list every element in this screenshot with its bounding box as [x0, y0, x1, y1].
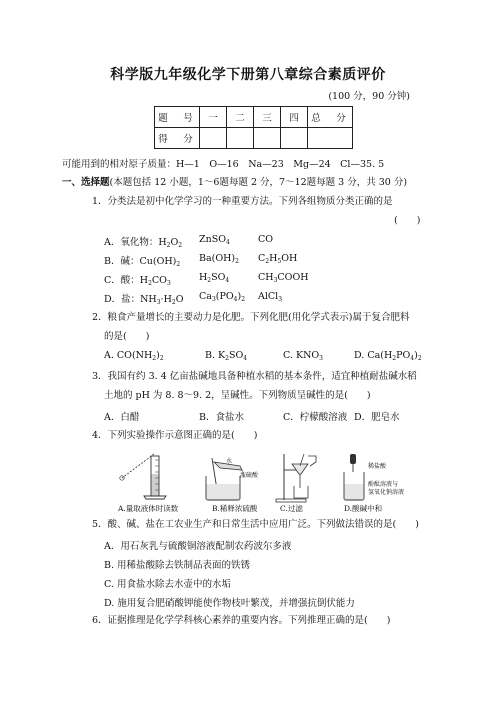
figure-a-caption: A.量取液体时读数 — [118, 504, 179, 513]
q1-answer-paren[interactable]: ( ) — [394, 215, 421, 226]
q3-option-d[interactable]: D．肥皂水 — [354, 412, 400, 423]
subscript: 3 — [156, 299, 161, 306]
subscript: 2 — [225, 355, 229, 362]
q3-stem-line2: 土地的 pH 为 8. 8～9. 2，呈碱性。下列物质呈碱性的是( ) — [104, 390, 371, 401]
score-note: (100 分，90 分钟) — [328, 91, 410, 102]
subscript: 5 — [277, 258, 282, 265]
atomic-masses: 可能用到的相对原子质量：H—1 O—16 Na—23 Mg—24 Cl—35. 5 — [62, 159, 385, 170]
q1-option-a[interactable] — [104, 234, 182, 248]
option-text: OH — [281, 253, 298, 264]
score-blank[interactable] — [227, 128, 254, 149]
option-text: PO — [396, 350, 411, 361]
subscript: 4 — [243, 355, 248, 362]
q6-stem: 6．证据推理是化学学科核心素养的重要内容。下列推理正确的是( ) — [92, 615, 391, 626]
option-text: H — [199, 272, 208, 283]
label-dilute-hcl: 稀盐酸 — [368, 463, 387, 470]
option-text: ZnSO — [199, 234, 227, 245]
q3-stem-line1: 3．我国有约 3. 4 亿亩盐碱地具备种植水稻的基本条件，适宜种植耐盐碱水稻 — [92, 371, 417, 382]
section-desc: (本题包括 12 小题，1～6题每题 2 分，7～12题每题 3 分，共 30 分) — [109, 177, 408, 188]
option-text: B．碱：Cu(OH) — [104, 256, 177, 267]
q1-option-d[interactable] — [104, 291, 183, 305]
option-text: A. CO(NH — [104, 350, 153, 361]
q2-option-b[interactable] — [205, 350, 247, 361]
q2-stem-line2: 的是( ) — [104, 331, 150, 342]
figure-d-neutralization — [336, 452, 376, 504]
option-text: C. KNO — [283, 350, 320, 361]
subscript: 4 — [233, 296, 238, 303]
q2-option-d[interactable] — [354, 350, 422, 361]
q1-option-c[interactable] — [104, 272, 171, 286]
option-text: D. Ca(H — [354, 350, 393, 361]
section-heading — [62, 176, 407, 189]
option-text: SO — [228, 350, 244, 361]
option-text: C．酸：H — [104, 275, 149, 286]
option-text: (PO — [215, 291, 234, 302]
option-text: ·H — [160, 294, 172, 305]
q2-stem-line1: 2．粮食产量增长的主要动力是化肥。下列化肥(用化学式表示)属于复合肥料 — [92, 312, 410, 323]
subscript: 2 — [417, 355, 422, 362]
q2-option-a[interactable] — [104, 350, 164, 361]
option-text: ) — [156, 350, 160, 361]
q1-option-a-3: CO — [258, 234, 274, 245]
score-blank[interactable] — [281, 128, 308, 149]
score-cell-1: 一 — [200, 107, 227, 128]
score-cell-label: 题 号 — [155, 107, 200, 128]
subscript: 2 — [265, 258, 270, 265]
figure-d-caption: D.酸碱中和 — [344, 504, 383, 513]
subscript: 2 — [171, 299, 176, 306]
q1-option-b-2 — [199, 253, 239, 264]
score-cell-2: 二 — [227, 107, 254, 128]
score-table-header-row — [155, 107, 353, 128]
subscript: 4 — [226, 239, 230, 246]
label-water: 水 — [226, 458, 233, 465]
option-text: D．盐：NH — [104, 294, 157, 305]
q3-option-b[interactable]: B．食盐水 — [199, 412, 244, 423]
label-conc-acid: 浓硫酸 — [240, 472, 259, 479]
score-cell-total: 总 分 — [308, 107, 353, 128]
q1-option-b[interactable] — [104, 253, 180, 267]
option-text: C — [258, 253, 266, 264]
subscript: 2 — [159, 355, 164, 362]
q1-option-c-3 — [258, 272, 309, 283]
option-text: COOH — [277, 272, 309, 283]
label-phenolphthalein: 酚酞溶液与 — [368, 481, 399, 488]
q5-option-b[interactable]: B. 用稀盐酸除去铁制品表面的铁锈 — [104, 560, 251, 571]
option-text: Ca — [199, 291, 212, 302]
score-blank[interactable] — [254, 128, 281, 149]
option-text: AlCl — [258, 291, 279, 302]
figure-a-graduated-cylinder — [118, 452, 178, 504]
q3-option-c[interactable]: C．柠檬酸溶液 — [283, 412, 348, 423]
q4-stem: 4．下列实验操作示意图正确的是( ) — [92, 430, 258, 441]
section-label: 一、选择题 — [62, 177, 110, 188]
subscript: 3 — [319, 355, 323, 362]
figure-c-caption: C.过滤 — [280, 504, 303, 513]
q1-option-c-2 — [199, 272, 229, 283]
option-text: Ba(OH) — [199, 253, 236, 264]
q2-option-c[interactable] — [283, 350, 323, 361]
subscript: 2 — [176, 261, 181, 268]
score-table — [154, 106, 353, 149]
subscript: 3 — [278, 296, 283, 303]
q5-option-a[interactable]: A．用石灰乳与硫酸铜溶液配制农药波尔多液 — [104, 541, 292, 552]
subscript: 2 — [241, 296, 246, 303]
option-text: H — [269, 253, 278, 264]
option-text: A．氧化物：H — [104, 237, 167, 248]
score-table-score-row — [155, 128, 353, 149]
q1-option-d-3 — [258, 291, 282, 302]
option-text: CO — [151, 275, 167, 286]
subscript: 3 — [273, 277, 278, 284]
subscript: 2 — [178, 242, 183, 249]
score-blank[interactable] — [308, 128, 353, 149]
option-text: O — [175, 294, 184, 305]
score-blank[interactable] — [200, 128, 227, 149]
option-text: O — [170, 237, 179, 248]
q5-stem: 5．酸、碱、盐在工农业生产和日常生活中应用广泛。下列做法错误的是( ) — [92, 519, 419, 530]
subscript: 3 — [211, 296, 216, 303]
option-text: CH — [258, 272, 274, 283]
q5-option-c[interactable]: C. 用食盐水除去水壶中的水垢 — [104, 579, 231, 590]
option-text: ) — [414, 350, 418, 361]
q1-stem: 1．分类法是初中化学学习的一种重要方法。下列各组物质分类正确的是 — [92, 196, 393, 207]
subscript: 2 — [166, 242, 171, 249]
option-text: SO — [211, 272, 226, 283]
page-title: 科学版九年级化学下册第八章综合素质评价 — [110, 67, 386, 83]
figure-c-filtration — [274, 452, 330, 504]
score-cell-3: 三 — [254, 107, 281, 128]
figure-b-caption: B.稀释浓硫酸 — [212, 504, 258, 513]
subscript: 2 — [235, 258, 239, 265]
option-text: B. K — [205, 350, 226, 361]
q1-option-b-3 — [258, 253, 297, 264]
score-row-label: 得 分 — [155, 128, 200, 149]
q5-option-d[interactable]: D. 施用复合肥硝酸钾能使作物枝叶繁茂，并增强抗倒伏能力 — [104, 598, 355, 609]
subscript: 2 — [148, 280, 152, 287]
subscript: 3 — [166, 280, 171, 287]
subscript: 2 — [207, 277, 212, 284]
q3-option-a[interactable]: A．白醋 — [104, 412, 140, 423]
subscript: 2 — [392, 355, 397, 362]
subscript: 2 — [152, 355, 157, 362]
score-cell-4: 四 — [281, 107, 308, 128]
option-text: ) — [237, 291, 242, 302]
q1-option-a-2 — [199, 234, 230, 245]
subscript: 4 — [225, 277, 230, 284]
q1-option-d-2 — [199, 291, 245, 302]
subscript: 4 — [410, 355, 415, 362]
label-naoh: 氢氧化钠溶液 — [368, 489, 405, 496]
